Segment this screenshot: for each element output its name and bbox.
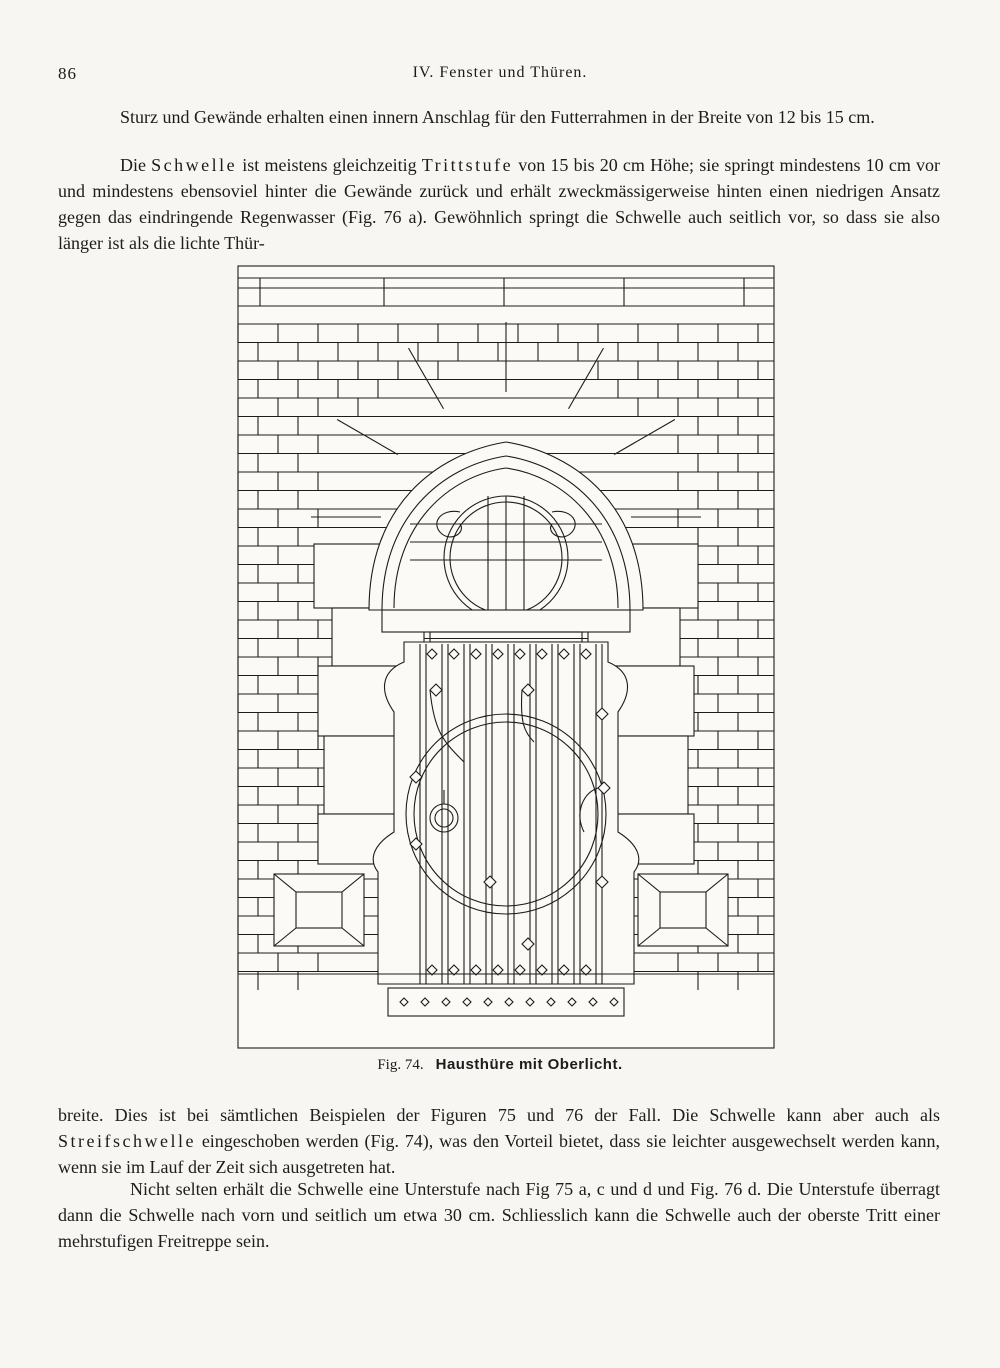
term-trittstufe: Trittstufe (421, 155, 514, 175)
paragraph-3 (58, 1102, 940, 1180)
door-illustration (234, 262, 778, 1052)
paragraph-3-end: eingeschoben werden (Fig. 74), was den Vorteil bietet, dass sie leichter ausgewechselt werden kann, wenn sie im Lauf der Zeit sich ausgetreten hat. (58, 1131, 940, 1177)
lintel (382, 610, 630, 632)
paragraph-3-start: breite. Dies ist bei sämtlichen Beispielen der Figuren 75 und 76 der Fall. Die Schwelle kann aber auch als (58, 1105, 940, 1125)
term-streifschwelle: Streifschwelle (58, 1131, 196, 1151)
running-head: IV. Fenster und Thüren. (412, 64, 588, 81)
term-schwelle: Schwelle (151, 155, 238, 175)
figure-title: Hausthüre mit Oberlicht. (435, 1056, 623, 1073)
paragraph-4: Nicht selten erhält die Schwelle eine Unterstufe nach Fig 75 a, c und d und Fig. 76 d. Die Unterstufe überragt dann die Schwelle nach vorn und seitlich um etwa 30 cm. Schliesslich kann die Schwelle auch der oberste Tritt einer mehrstufigen Freitreppe sein. (58, 1179, 940, 1251)
paragraph-2-start: Die (120, 155, 152, 175)
paragraph-2-end: von 15 bis 20 cm Höhe; sie springt mindestens 10 cm vor und mindestens ebensoviel hinter die Gewände zurück und erhält zweckmässigerweise hinten einen niedrigen Ansatz gegen das eindringende Regenwasser (Fig. 76 a). Gewöhnlich springt die Schwelle auch seitlich vor, so dass sie also länger ist als die lichte Thür- (58, 155, 940, 253)
paragraph-2-mid: ist meistens gleichzeitig (237, 155, 422, 175)
page-number: 86 (58, 64, 77, 83)
figure-caption (0, 1056, 1000, 1074)
door-frame (373, 642, 639, 984)
figure-label: Fig. 74. (377, 1057, 424, 1073)
paragraph-2 (58, 152, 940, 256)
paragraph-1: Sturz und Gewände erhalten einen innern Anschlag für den Futterrahmen in der Breite von 12 bis 15 cm. (120, 107, 875, 127)
